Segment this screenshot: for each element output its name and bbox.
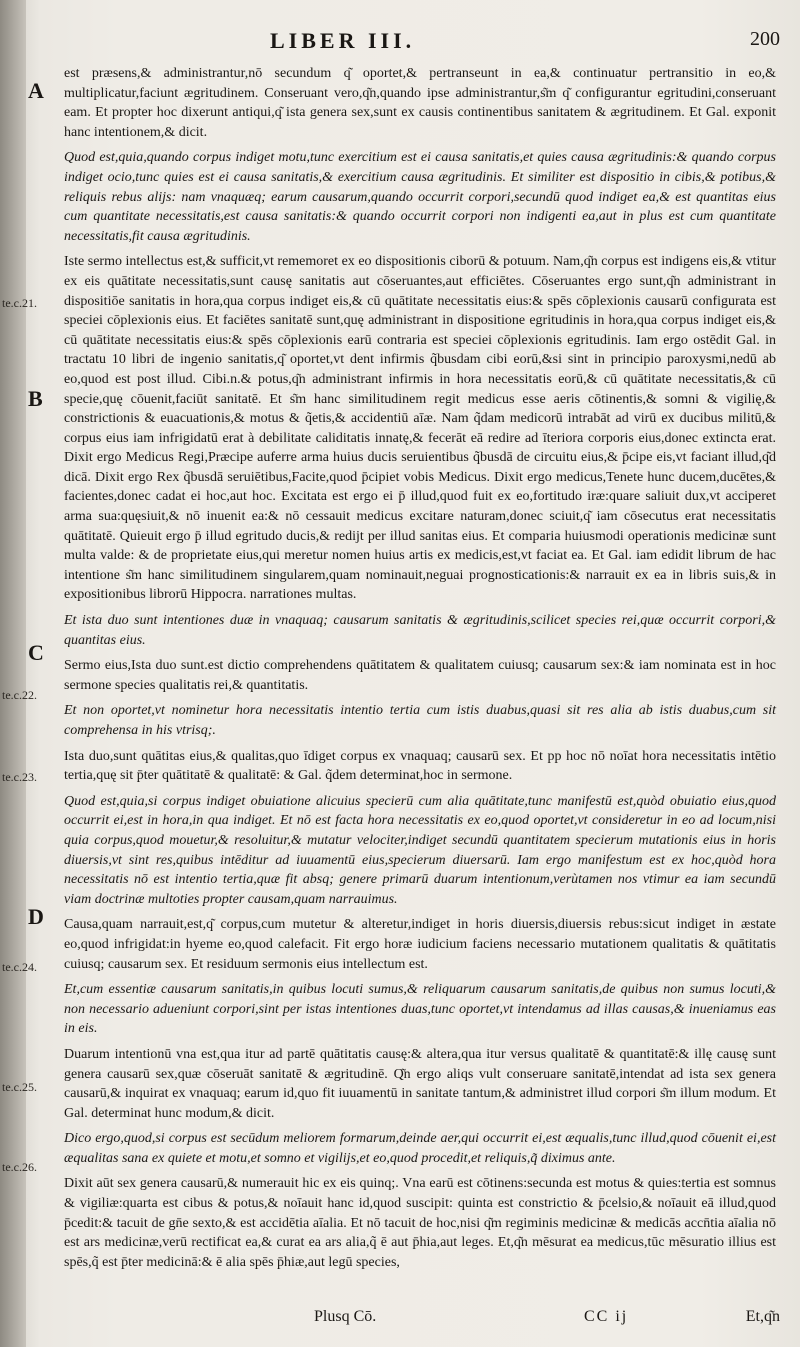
- running-title: LIBER III.: [270, 28, 416, 53]
- section-marker-b: B: [28, 386, 43, 411]
- margin-gloss: te.c.25.: [2, 1080, 37, 1094]
- commentary-paragraph: Dixit aūt sex genera causarū,& numerauit hic ex eis quinq;. Vna earū est cōtinens:secunda est motus & quies:tertia est somnus & vigiliæ:quarta est cibus & potus,& noīauit hanc id,quod suscipit: quinta est constrictio & p̄celsio,& noīauit eā illud,quod p̄cedit:& tacuit de gn̄e sexto,& est accidētia aīalia. Et nō tacuit de hoc,nisi q͂m regiminis medicinæ & medicās accn̄tia aīalia nō est ars medicinæ,verū rectificat ea,& curat ea ars alia,q̃ ē aut p̄hia,aut leges. Et,q͂n mēsurat ea medicus,tūc mēsuratio illius est spēs,q̃ est p̄ter medicinā:& ē alia spēs p̄hiæ,aut legū species,: [64, 1176, 776, 1270]
- commentary-paragraph: est præsens,& administrantur,nō secundum q͂ oportet,& pertranseunt in ea,& continuatur pertransitio in eo,& multiplicatur,faciunt ægritudinem. Conseruant vero,q͂n,quando ipse administrantur,s͂m q͂ configurantur egritudini,conseruant eam. Et propter hoc dixerunt antiqui,q͂ ista genera sex,sunt ex causis continentibus sanitatem & ægritudinem. Et Gal. exponit hanc intentionem,& dicit.: [64, 66, 776, 140]
- margin-gloss: te.c.24.: [2, 960, 37, 974]
- galen-quotation: Quod est,quia,si corpus indiget obuiatione alicuius specierū cum alia quātitate,tunc manifestū est,quòd obuiatio eius,quod occurrit ei,est in hora,in qua indiget. Et nō est facta hora necessitatis ex eo,quod oportet,vt consideretur in eo ad locum,nisi quia corpus,quod mouetur,& resoluitur,& mutatur velociter,indiget secundū quantitatem specierum mutationis eius in horis diuersis,vt sint res,quibus intēditur ad iuuamentū eius,specierum diuersarū. Iam ergo manifestum est ex hoc,quòd hora necessitatis nō est intentio tertia,quæ fit absq; genere primarū duarum intentionum,verùtamen nos vtimur ea iam secundū viam doctrinæ multoties propter causam,quam narrauimus.: [64, 793, 776, 907]
- commentary-paragraph: Causa,quam narrauit,est,q͂ corpus,cum mutetur & alteretur,indiget in horis diuersis,diuersis rebus:sicut indiget in æstate eo,quod infrigidat:in hyeme eo,quod calefacit. Fit ergo horæ iudicium faciens necessario mutationem qualitatis & quātitatis cuiusq; causarum sex. Et residuum sermonis eius intellectum est.: [64, 917, 776, 972]
- commentary-paragraph: Duarum intentionū vna est,qua itur ad partē quātitatis causę:& altera,qua itur versus qualitatē & quantitatē:& illę causę sunt genera causarū sex,quæ cōseruāt sanitatē & ægritudinē. Q͂n ergo aliqs vult conseruare sanitatē,intendat ad ista sex genera causarū,& inquirat ex vnaquaq; earum id,quo fit iuuamentū in sanitate tantum,& administret illud corpori s͂m illum modum. Et Gal. determinat hunc modum,& dicit.: [64, 1046, 776, 1121]
- page-header: [270, 28, 780, 64]
- page-footer: [64, 1308, 780, 1332]
- margin-gloss: te.c.21.: [2, 296, 37, 310]
- commentary-paragraph: Sermo eius,Ista duo sunt.est dictio comprehendens quātitatem & qualitatem cuiusq; causarum sex:& iam nominata est in hoc sermone species qualitatis rei,& quantitatis.: [64, 658, 776, 693]
- section-marker-a: A: [28, 78, 44, 103]
- commentary-paragraph: Ista duo,sunt quātitas eius,& qualitas,quo īdiget corpus ex vnaquaq; causarū sex. Et pp hoc nō noīat hora necessitatis intētio tertia,quę sit p̄ter quātitatē & qualitatē: & Gal. q̃dem determinat,hoc in sermone.: [64, 748, 776, 784]
- commentary-paragraph: Iste sermo intellectus est,& sufficit,vt rememoret ex eo dispositionis ciborū & potuum. Nam,q͂n corpus est indigens eis,& vtitur ex eis quātitate necessitatis,sunt causę sanitatis aut cōseruantes,aut efficiētes. Cōseruantes ergo sunt,q͂n administrant in dispositiōe sanitatis in hora,qua corpus indiget eis,& cū quātitate necessitatis eius:& spēs cōplexionis causarū configurata est speciei cōplexionis eius. Et faciētes sanitatē sunt,quę administrant in dispositione egritudinis in hora,qua corpus indiget eis,& cū quātitate necessitatis eius:& spēs cōplexionis earū contraria est speciei cōplexionis egritudinis. Iam ergo ostēdit Gal. in tractatu 10 libri de ingenio sanitatis,q͂ oportet,vt dent infirmis q̃busdam cibi eorū,&si sint in principio paroxysmi,nedū ab eo,quod est post illud. Cibi.n.& potus,q͂n administrant infirmis in hora necessitatis eorū,& cū quātitate necessitatis,& cū specie,quę cōuenit,faciūt sanitatē. Et s͂m hanc similitudinem regit medicus esse aeris cōtinentis,& somni & vigilię,& constrictionis & euacuationis,& motus & q̃etis,& accidentiū aīæ. Nam q̃dam medicorū intrabāt ad virū ex ducibus militū,& corpus eius iam infrigidatū erat à debilitate caliditatis innatę,& fecerāt eā redire ad īteriora corporis eius,donec extincta erat. Dixit ergo Medicus Regi,Præcipe auferre arma huius ducis seruientibus q̃busdā de circuitu eius,& p̄cipe eis,vt faciant illud,q͂d dicā. Dixit ergo Rex q̃busdā seruiētibus,Facite,quod p̄cipiet vobis Medicus. Dixit ergo medicus,Tenete hunc ducem,ducētes,& facientes,donec cadat ei hoc,aut hoc. Excitata est ergo ei p̄ illud,quod fuit ex eo,fortitudo iræ:quare saliuit dux,vt acciperet arma sua:quęsiuit,& nō inuenit ea:& nō cessauit medicus excitare naturam,donec sciuit,q͂ iam cōsecutus erat necessitatis quātitatē. Quieuit ergo p̄ illud egritudo ducis,& redijt per illud sanitas eius. Et comparia huiusmodi operationis medicinæ sunt multa valde: & de proprietate eius,qui meretur nomen huius artis ex medicis,est,vt faciat ea. Et Gal. iam edidit librum de hac intentione s͂m hanc similitudinem singularem,quam nominauit,neguai prognosticationis:& narrauit ex ea in libris suis,& in expositionibus librorū Hippocra. narrationes multas.: [64, 254, 776, 603]
- section-marker-d: D: [28, 904, 44, 929]
- catchword: Et,q͂n: [745, 1308, 780, 1325]
- margin-gloss: te.c.23.: [2, 770, 37, 784]
- page-gutter: [0, 0, 26, 1347]
- signature-mark: CC ij: [584, 1308, 629, 1325]
- galen-quotation: Et non oportet,vt nominetur hora necessitatis intentio tertia cum istis duabus,quasi sit res alia ab istis duabus,cum sit comprehensa in his vtrisq;.: [64, 703, 776, 738]
- galen-quotation: Et ista duo sunt intentiones duæ in vnaquaq; causarum sanitatis & ægritudinis,scilicet species rei,quæ occurrit corpori,& quantitas eius.: [64, 613, 776, 648]
- signature-note: Plusq Cō.: [314, 1308, 377, 1325]
- margin-gloss: te.c.22.: [2, 688, 37, 702]
- main-text-column: [64, 64, 776, 1278]
- margin-gloss: te.c.26.: [2, 1160, 37, 1174]
- galen-quotation: Et,cum essentiæ causarum sanitatis,in quibus locuti sumus,& reliquarum causarum sanitatis,de quibus non sumus locuti,& non necessario adueniunt corpori,sint per istas intentiones duas,tunc oportet,vt intendamus ad illas causas,& inueniamus eas in eis.: [64, 982, 776, 1037]
- galen-quotation: Dico ergo,quod,si corpus est secūdum meliorem formarum,deinde aer,qui occurrit ei,est æqualis,tunc illud,quod cōuenit ei,est æqualitas sana ex quiete et motu,et somno et vigilijs,et eo,quod procedit,et reliquis,q̃ diximus ante.: [64, 1131, 776, 1166]
- folio-number: 200: [750, 28, 780, 50]
- section-marker-c: C: [28, 640, 44, 665]
- galen-quotation: Quod est,quia,quando corpus indiget motu,tunc exercitium est ei causa sanitatis,et quies causa ægritudinis:& quando corpus indiget ocio,tunc quies est ei causa sanitatis,& exercitium causa ægritudinis. Et similiter est dispositio in cibis,& potibus,& reliquis rebus alijs: nam vnaquæq; earum causarum,quando occurrit corpori,secundū quod indiget ea,& est quantitas eius cum quantitate necessitatis,est causa sanitatis:& quando occurrit corpori non indigenti ea,aut in plus est cum quantitate necessitatis,fit causa ægritudinis.: [64, 150, 776, 244]
